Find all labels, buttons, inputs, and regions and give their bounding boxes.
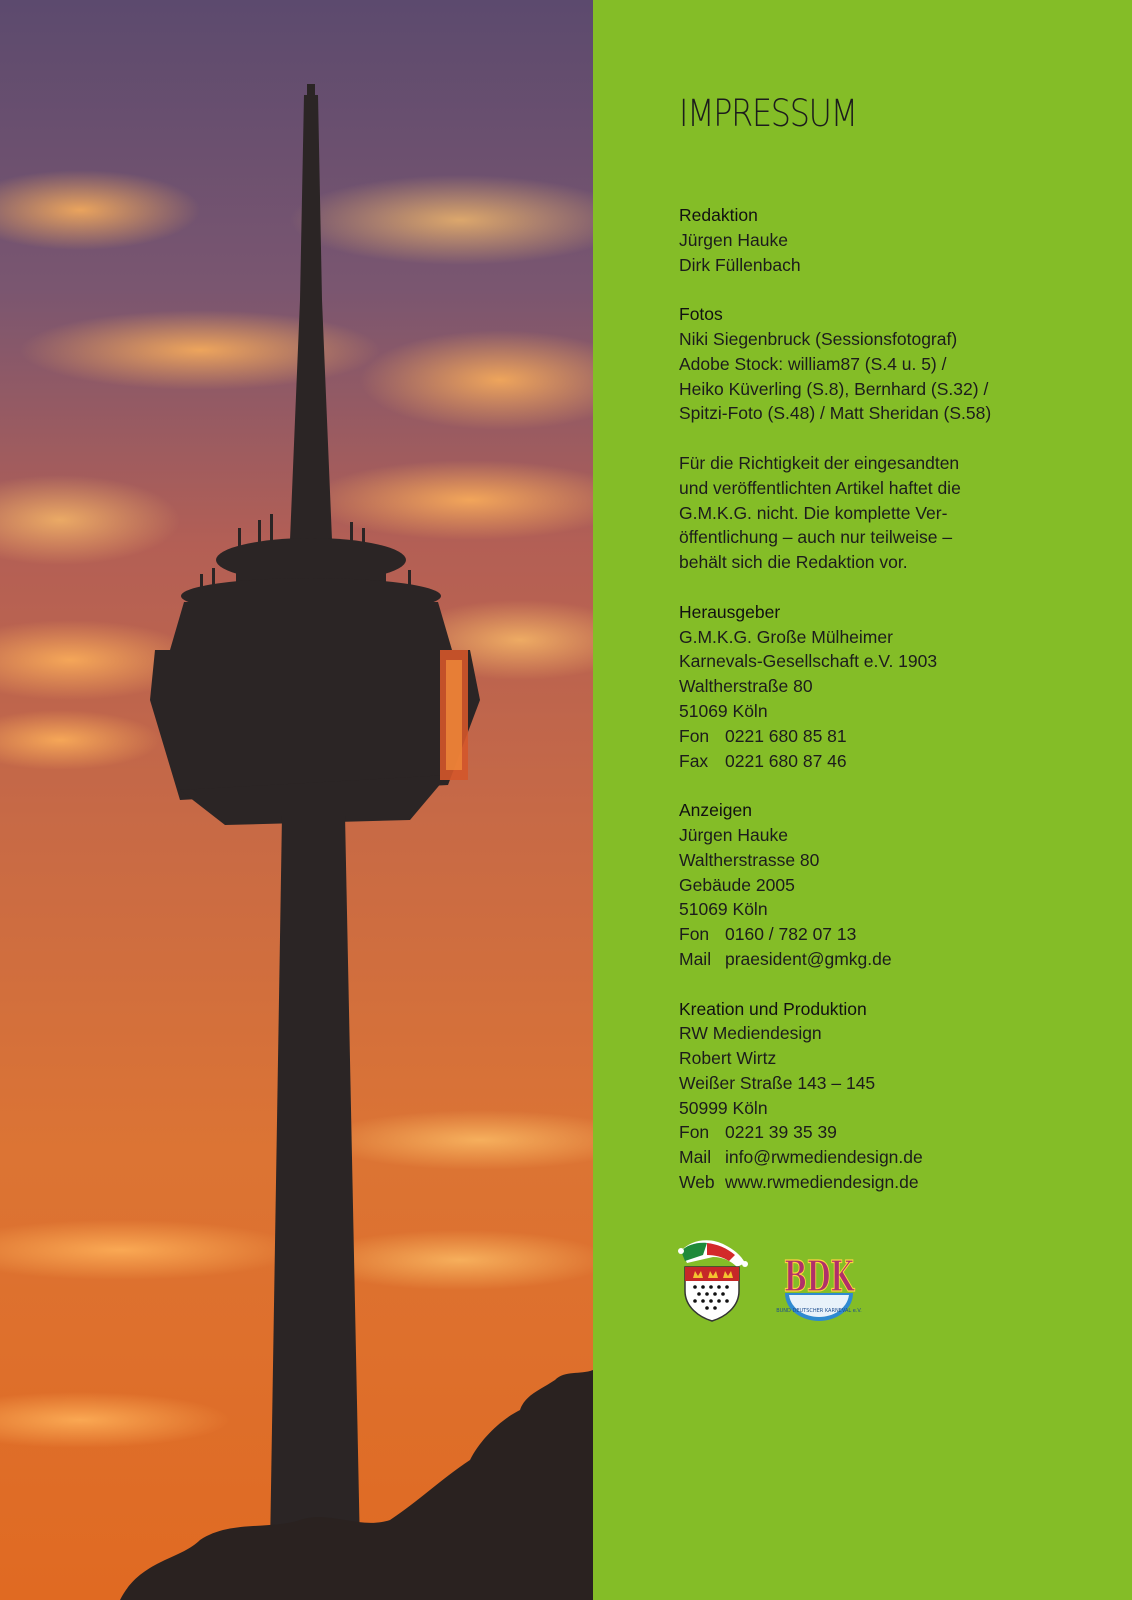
herausgeber-line: Waltherstraße 80 (679, 676, 813, 697)
section-fotos (679, 302, 1119, 426)
contact-label: Mail (679, 948, 712, 969)
section-kreation (679, 997, 1119, 1195)
fotos-line: Adobe Stock: william87 (S.4 u. 5) / (679, 353, 947, 374)
bdk-letters: BDK (784, 1252, 855, 1301)
contact-label: Fon (679, 1122, 710, 1143)
disclaimer-paragraph (679, 451, 1119, 575)
bdk-logo (776, 1233, 862, 1323)
kreation-email-link[interactable]: info@rwmediendesign.de (725, 1147, 923, 1168)
kreation-web (679, 1170, 1119, 1195)
fotos-line: Spitzi-Foto (S.48) / Matt Sheridan (S.58) (679, 403, 992, 424)
section-heading-kreation: Kreation und Produktion (679, 998, 867, 1019)
kreation-line: 50999 Köln (679, 1097, 768, 1118)
section-redaktion (679, 203, 1119, 277)
contact-label: Fon (679, 924, 710, 945)
anzeigen-line: Gebäude 2005 (679, 874, 795, 895)
page-title: IMPRESSUM (679, 92, 857, 135)
anzeigen-line: Jürgen Hauke (679, 824, 788, 845)
disclaimer-line: G.M.K.G. nicht. Die komplette Ver- (679, 502, 948, 523)
section-herausgeber (679, 600, 1119, 774)
contact-value: 0221 39 35 39 (725, 1122, 837, 1143)
disclaimer-line: und veröffentlichten Artikel haftet die (679, 477, 961, 498)
section-heading-fotos: Fotos (679, 304, 723, 325)
anzeigen-mail (679, 947, 1119, 972)
contact-value: 0160 / 782 07 13 (725, 924, 857, 945)
logo-row (677, 1233, 862, 1323)
herausgeber-fax (679, 749, 1119, 774)
disclaimer-line: öffentlichung – auch nur teilweise – (679, 527, 953, 548)
contact-label: Fax (679, 750, 709, 771)
herausgeber-line: G.M.K.G. Große Mülheimer (679, 626, 893, 647)
herausgeber-line: 51069 Köln (679, 700, 768, 721)
section-heading-herausgeber: Herausgeber (679, 601, 781, 622)
kreation-line: RW Mediendesign (679, 1023, 822, 1044)
disclaimer-line: Für die Richtigkeit der eingesandten (679, 452, 960, 473)
bdk-ring-text: BUND DEUTSCHER KARNEVAL e.V. (776, 1308, 862, 1314)
section-anzeigen (679, 798, 1119, 972)
redaktion-line: Dirk Füllenbach (679, 254, 801, 275)
kreation-phone (679, 1120, 1119, 1145)
contact-value: 0221 680 87 46 (725, 750, 847, 771)
contact-label: Fon (679, 725, 710, 746)
section-heading-anzeigen: Anzeigen (679, 800, 752, 821)
kreation-line: Robert Wirtz (679, 1048, 777, 1069)
section-heading-redaktion: Redaktion (679, 205, 758, 225)
kreation-line: Weißer Straße 143 – 145 (679, 1072, 876, 1093)
gmkg-crest-logo (677, 1233, 747, 1323)
disclaimer-line: behält sich die Redaktion vor. (679, 552, 908, 573)
contact-value: 0221 680 85 81 (725, 725, 847, 746)
redaktion-line: Jürgen Hauke (679, 229, 788, 250)
kreation-mail (679, 1145, 1119, 1170)
anzeigen-line: Waltherstrasse 80 (679, 849, 820, 870)
contact-label: Mail (679, 1147, 712, 1168)
fotos-line: Niki Siegenbruck (Sessionsfotograf) (679, 328, 958, 349)
contact-label: Web (679, 1172, 715, 1193)
fotos-line: Heiko Küverling (S.8), Bernhard (S.32) / (679, 378, 989, 399)
anzeigen-line: 51069 Köln (679, 899, 768, 920)
anzeigen-phone (679, 922, 1119, 947)
impressum-content (679, 203, 1119, 1220)
herausgeber-phone (679, 724, 1119, 749)
kreation-website-link[interactable]: www.rwmediendesign.de (725, 1172, 919, 1193)
anzeigen-email-link[interactable]: praesident@gmkg.de (725, 948, 892, 969)
impressum-panel (593, 0, 1132, 1600)
herausgeber-line: Karnevals-Gesellschaft e.V. 1903 (679, 651, 938, 672)
